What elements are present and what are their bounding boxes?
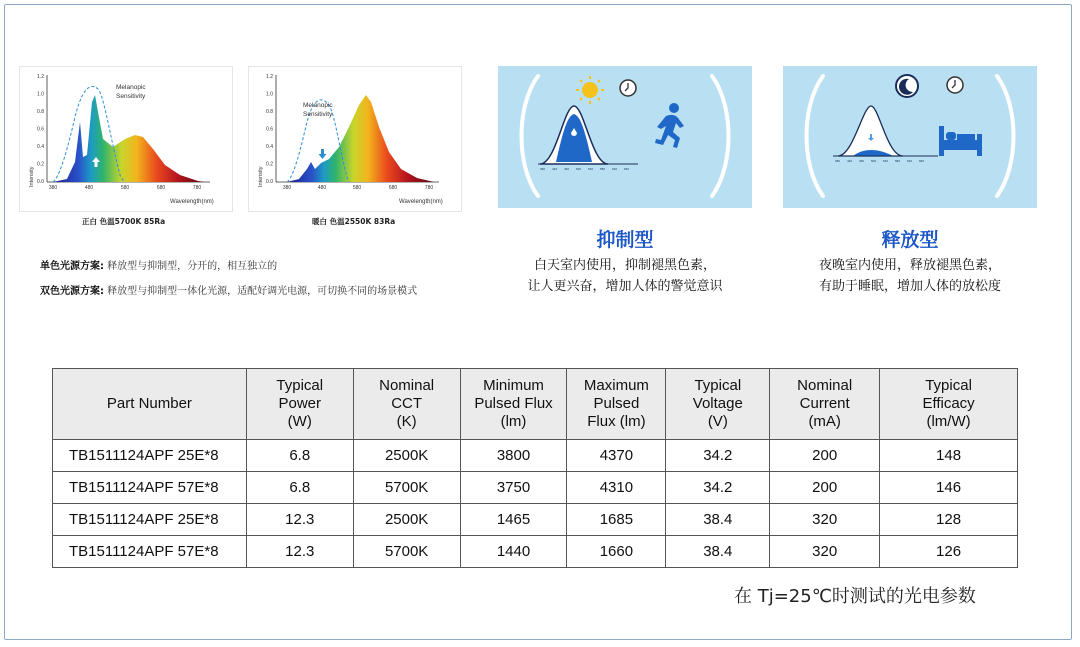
table-cell: 2500K [353, 504, 460, 536]
table-cell: 1660 [567, 536, 666, 568]
column-header-current: Nominal Current (mA) [770, 369, 880, 440]
table-row [53, 504, 1018, 536]
table-cell: 148 [880, 440, 1018, 472]
y-axis-label: Intensity [29, 166, 35, 187]
ytick-label: 0.0 [266, 179, 273, 185]
table-cell: 34.2 [666, 472, 770, 504]
ytick-label: 0.6 [37, 126, 44, 133]
desc-line: 白天室内使用，抑制褪黑色素， [533, 258, 716, 273]
ytick-label: 0.2 [37, 161, 44, 168]
xtick-label: 580 [120, 185, 130, 191]
table-cell: 34.2 [666, 440, 770, 472]
table-cell: 12.3 [246, 536, 353, 568]
scheme-label: 单色光源方案: [40, 261, 104, 272]
table-cell: TB1511124APF 57E*8 [53, 536, 247, 568]
ytick-label: 0.8 [37, 109, 44, 115]
table-cell: 1465 [460, 504, 567, 536]
scheme-label: 双色光源方案: [40, 286, 104, 297]
ytick-label: 1.2 [266, 74, 273, 80]
svg-text:580: 580 [895, 159, 901, 163]
ytick-label: 0.6 [266, 126, 273, 133]
scheme-dual-color [40, 282, 417, 297]
column-header-efficacy: Typical Efficacy (lm/W) [880, 369, 1018, 440]
xtick-label: 380 [48, 185, 58, 191]
x-axis-label: Wavelength(nm) [399, 199, 443, 205]
table-cell: 2500K [353, 440, 460, 472]
spectrum-curve [53, 95, 205, 182]
release-type-desc [783, 255, 1037, 297]
release-type-panel [783, 66, 1037, 208]
xtick-label: 680 [156, 185, 166, 191]
desc-line: 让人更兴奋，增加人体的警觉意识 [527, 279, 723, 294]
table-cell: 200 [770, 472, 880, 504]
xtick-label: 780 [192, 185, 202, 191]
table-cell: 3750 [460, 472, 567, 504]
svg-text:380: 380 [540, 167, 546, 171]
annotation-line1: Melanopic [116, 84, 146, 91]
clock-icon [620, 80, 636, 96]
clock-icon [947, 77, 963, 93]
ytick-label: 1.0 [37, 91, 44, 98]
table-cell: 320 [770, 504, 880, 536]
ytick-label: 1.2 [37, 74, 44, 80]
table-cell: TB1511124APF 25E*8 [53, 440, 247, 472]
table-cell: 6.8 [246, 472, 353, 504]
svg-text:660: 660 [919, 159, 925, 163]
bed-icon [939, 126, 982, 156]
table-cell: TB1511124APF 57E*8 [53, 472, 247, 504]
annotation-line2: Sensitivity [116, 93, 146, 100]
suppression-type-panel [498, 66, 752, 208]
sun-icon [576, 76, 604, 104]
table-cell: 1440 [460, 536, 567, 568]
table-cell: 6.8 [246, 440, 353, 472]
annotation-line1: Melanopic [303, 102, 333, 109]
table-cell: 38.4 [666, 536, 770, 568]
table-row [53, 536, 1018, 568]
svg-text:500: 500 [871, 159, 877, 163]
suppression-type-title: 抑制型 [596, 229, 654, 251]
ytick-label: 1.0 [266, 91, 273, 98]
svg-text:540: 540 [883, 159, 889, 163]
table-cell: 200 [770, 440, 880, 472]
xtick-label: 480 [84, 185, 94, 191]
xtick-label: 380 [282, 185, 292, 191]
moon-icon [896, 75, 918, 97]
svg-text:420: 420 [847, 159, 853, 163]
column-header-part-number: Part Number [53, 369, 247, 440]
spectrum-chart-cool-white [19, 66, 233, 212]
x-axis-label: Wavelength(nm) [170, 199, 214, 205]
table-cell: 4370 [567, 440, 666, 472]
table-cell: 1685 [567, 504, 666, 536]
column-header-max-flux: Maximum Pulsed Flux (lm) [567, 369, 666, 440]
ytick-label: 0.4 [266, 144, 273, 150]
svg-text:580: 580 [600, 167, 606, 171]
svg-text:620: 620 [907, 159, 913, 163]
spec-table [52, 368, 1018, 568]
runner-icon [655, 103, 684, 148]
table-cell: 128 [880, 504, 1018, 536]
ytick-label: 0.4 [37, 144, 44, 150]
desc-line: 夜晚室内使用，释放褪黑色素， [818, 258, 1001, 273]
table-cell: 320 [770, 536, 880, 568]
svg-text:500: 500 [576, 167, 582, 171]
down-arrow-icon [319, 149, 327, 159]
svg-text:540: 540 [588, 167, 594, 171]
column-header-min-flux: Minimum Pulsed Flux (lm) [460, 369, 567, 440]
xtick-label: 780 [424, 185, 434, 191]
y-axis-label: Intensity [258, 166, 264, 187]
annotation-line2: Sensitivity [303, 111, 333, 118]
table-cell: 3800 [460, 440, 567, 472]
release-type-title: 释放型 [881, 229, 939, 251]
svg-text:380: 380 [835, 159, 841, 163]
spectrum-chart-warm-white [248, 66, 462, 212]
table-cell: TB1511124APF 25E*8 [53, 504, 247, 536]
ytick-label: 0.8 [266, 109, 273, 115]
table-cell: 12.3 [246, 504, 353, 536]
table-cell: 126 [880, 536, 1018, 568]
table-header-row [53, 369, 1018, 440]
svg-text:660: 660 [624, 167, 630, 171]
xtick-label: 580 [352, 185, 362, 191]
suppression-type-desc [498, 255, 752, 297]
spectrum-caption: 正白 色温5700K 85Ra [82, 217, 166, 226]
table-cell: 38.4 [666, 504, 770, 536]
scheme-text: 释放型与抑制型，分开的，相互独立的 [104, 261, 278, 272]
table-cell: 5700K [353, 536, 460, 568]
svg-text:460: 460 [564, 167, 570, 171]
xtick-label: 480 [317, 185, 327, 191]
column-header-power: Typical Power (W) [246, 369, 353, 440]
scheme-text: 释放型与抑制型一体化光源，适配好调光电源，可切换不同的场景模式 [104, 286, 418, 297]
column-header-cct: Nominal CCT (K) [353, 369, 460, 440]
spectrum-caption: 暖白 色温2550K 83Ra [312, 217, 396, 226]
column-header-voltage: Typical Voltage (V) [666, 369, 770, 440]
xtick-label: 680 [388, 185, 398, 191]
table-row [53, 472, 1018, 504]
svg-text:420: 420 [552, 167, 558, 171]
desc-line: 有助于睡眠，增加人体的放松度 [818, 279, 1001, 294]
svg-text:620: 620 [612, 167, 618, 171]
svg-text:460: 460 [859, 159, 865, 163]
ytick-label: 0.2 [266, 161, 273, 168]
ytick-label: 0.0 [37, 179, 44, 185]
test-condition-note: 在 Tj=25℃时测试的光电参数 [734, 586, 976, 607]
scheme-single-color [40, 257, 277, 272]
table-cell: 4310 [567, 472, 666, 504]
table-row [53, 440, 1018, 472]
table-cell: 5700K [353, 472, 460, 504]
table-cell: 146 [880, 472, 1018, 504]
bell-curve [838, 106, 903, 156]
